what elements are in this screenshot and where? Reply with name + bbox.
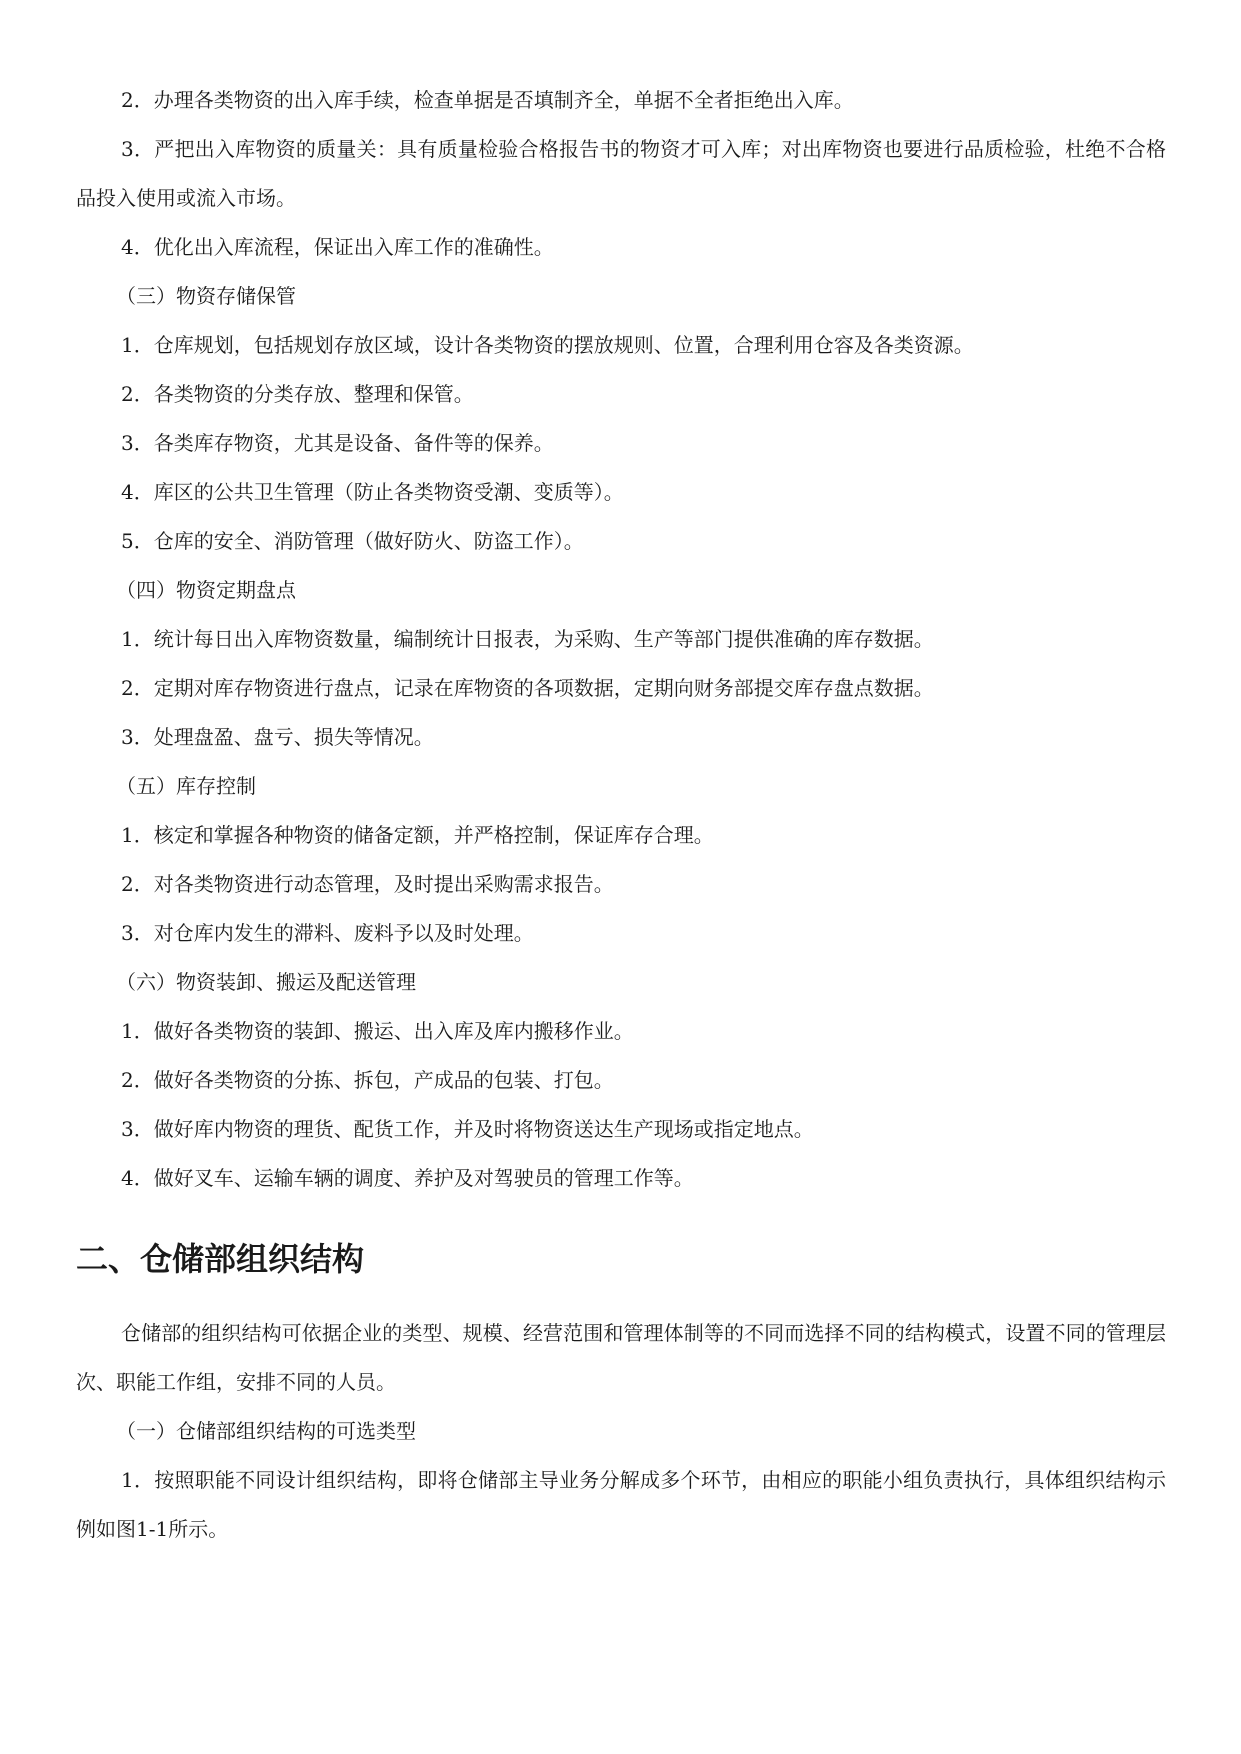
list-item: 3．做好库内物资的理货、配货工作，并及时将物资送达生产现场或指定地点。: [121, 1117, 814, 1141]
document-content: [76, 76, 1166, 1554]
list-item: 5．仓库的安全、消防管理（做好防火、防盗工作）。: [121, 529, 584, 553]
subsection-title-control: （五）库存控制: [116, 774, 256, 798]
list-item: 3．对仓库内发生的滞料、废料予以及时处理。: [121, 921, 534, 945]
list-item: 1．仓库规划，包括规划存放区域，设计各类物资的摆放规则、位置，合理利用仓容及各类资源。: [121, 333, 974, 357]
list-item: 1．统计每日出入库物资数量，编制统计日报表，为采购、生产等部门提供准确的库存数据。: [121, 627, 934, 651]
list-item: 3．各类库存物资，尤其是设备、备件等的保养。: [121, 431, 554, 455]
list-item: 1．按照职能不同设计组织结构，即将仓储部主导业务分解成多个环节，由相应的职能小组负责执行，具体组织结构示例如图1-1所示。: [76, 1468, 1166, 1541]
subsection-title-handling: （六）物资装卸、搬运及配送管理: [116, 970, 416, 994]
list-item: 4．做好叉车、运输车辆的调度、养护及对驾驶员的管理工作等。: [121, 1166, 694, 1190]
list-item: 3．严把出入库物资的质量关：具有质量检验合格报告书的物资才可入库；对出库物资也要进行品质检验，杜绝不合格品投入使用或流入市场。: [76, 137, 1166, 210]
section-intro: 仓储部的组织结构可依据企业的类型、规模、经营范围和管理体制等的不同而选择不同的结构模式，设置不同的管理层次、职能工作组，安排不同的人员。: [76, 1321, 1166, 1394]
subsection-title-storage: （三）物资存储保管: [116, 284, 296, 308]
list-item: 2．做好各类物资的分拣、拆包，产成品的包装、打包。: [121, 1068, 614, 1092]
list-item: 3．处理盘盈、盘亏、损失等情况。: [121, 725, 434, 749]
list-item: 2．定期对库存物资进行盘点，记录在库物资的各项数据，定期向财务部提交库存盘点数据。: [121, 676, 934, 700]
list-item: 4．优化出入库流程，保证出入库工作的准确性。: [121, 235, 554, 259]
list-item: 4．库区的公共卫生管理（防止各类物资受潮、变质等）。: [121, 480, 624, 504]
subsection-title-types: （一）仓储部组织结构的可选类型: [116, 1419, 416, 1443]
list-item: 2．各类物资的分类存放、整理和保管。: [121, 382, 474, 406]
list-item: 2．对各类物资进行动态管理，及时提出采购需求报告。: [121, 872, 614, 896]
list-item: 1．核定和掌握各种物资的储备定额，并严格控制，保证库存合理。: [121, 823, 714, 847]
list-item: 2．办理各类物资的出入库手续，检查单据是否填制齐全，单据不全者拒绝出入库。: [121, 88, 854, 112]
section-heading: 二、仓储部组织结构: [76, 1240, 365, 1278]
list-item: 1．做好各类物资的装卸、搬运、出入库及库内搬移作业。: [121, 1019, 634, 1043]
subsection-title-inventory: （四）物资定期盘点: [116, 578, 296, 602]
